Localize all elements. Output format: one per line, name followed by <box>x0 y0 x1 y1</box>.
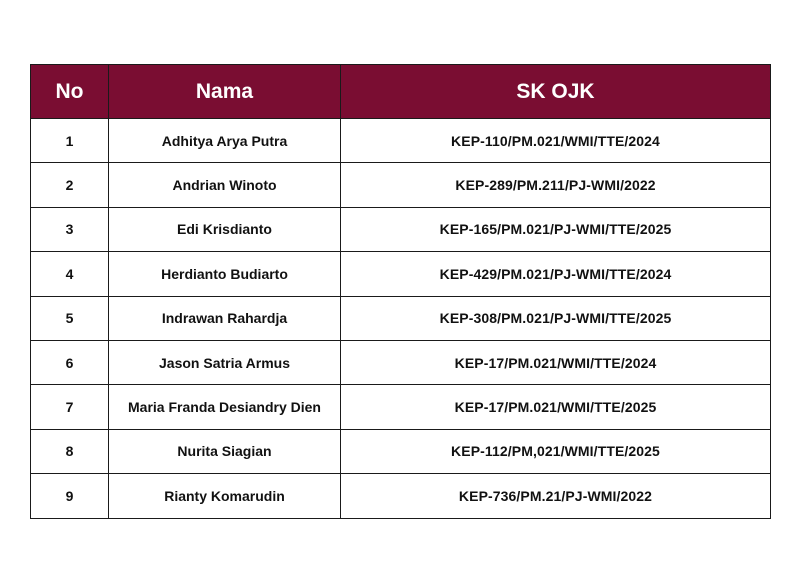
cell-nama: Jason Satria Armus <box>109 340 341 384</box>
table-row <box>31 207 771 251</box>
cell-no: 4 <box>31 252 109 296</box>
table-row <box>31 385 771 429</box>
table-row <box>31 429 771 473</box>
cell-no: 1 <box>31 119 109 163</box>
cell-sk-ojk: KEP-17/PM.021/WMI/TTE/2024 <box>341 340 771 384</box>
cell-sk-ojk: KEP-429/PM.021/PJ-WMI/TTE/2024 <box>341 252 771 296</box>
cell-sk-ojk: KEP-110/PM.021/WMI/TTE/2024 <box>341 119 771 163</box>
cell-sk-ojk: KEP-112/PM,021/WMI/TTE/2025 <box>341 429 771 473</box>
cell-sk-ojk: KEP-17/PM.021/WMI/TTE/2025 <box>341 385 771 429</box>
cell-no: 3 <box>31 207 109 251</box>
cell-nama: Maria Franda Desiandry Dien <box>109 385 341 429</box>
table-row <box>31 119 771 163</box>
cell-sk-ojk: KEP-308/PM.021/PJ-WMI/TTE/2025 <box>341 296 771 340</box>
table-row <box>31 340 771 384</box>
cell-no: 2 <box>31 163 109 207</box>
table-row <box>31 252 771 296</box>
sk-ojk-table <box>30 64 771 519</box>
header-nama: Nama <box>109 65 341 119</box>
cell-sk-ojk: KEP-736/PM.21/PJ-WMI/2022 <box>341 474 771 518</box>
cell-no: 8 <box>31 429 109 473</box>
cell-no: 6 <box>31 340 109 384</box>
cell-nama: Rianty Komarudin <box>109 474 341 518</box>
header-row <box>31 65 771 119</box>
cell-nama: Andrian Winoto <box>109 163 341 207</box>
table-row <box>31 296 771 340</box>
cell-nama: Adhitya Arya Putra <box>109 119 341 163</box>
header-sk-ojk: SK OJK <box>341 65 771 119</box>
table-header <box>31 65 771 119</box>
cell-sk-ojk: KEP-165/PM.021/PJ-WMI/TTE/2025 <box>341 207 771 251</box>
header-no: No <box>31 65 109 119</box>
cell-nama: Edi Krisdianto <box>109 207 341 251</box>
cell-no: 9 <box>31 474 109 518</box>
cell-no: 7 <box>31 385 109 429</box>
table-row <box>31 474 771 518</box>
cell-nama: Herdianto Budiarto <box>109 252 341 296</box>
table-row <box>31 163 771 207</box>
cell-sk-ojk: KEP-289/PM.211/PJ-WMI/2022 <box>341 163 771 207</box>
table-body <box>31 119 771 519</box>
cell-no: 5 <box>31 296 109 340</box>
cell-nama: Nurita Siagian <box>109 429 341 473</box>
cell-nama: Indrawan Rahardja <box>109 296 341 340</box>
